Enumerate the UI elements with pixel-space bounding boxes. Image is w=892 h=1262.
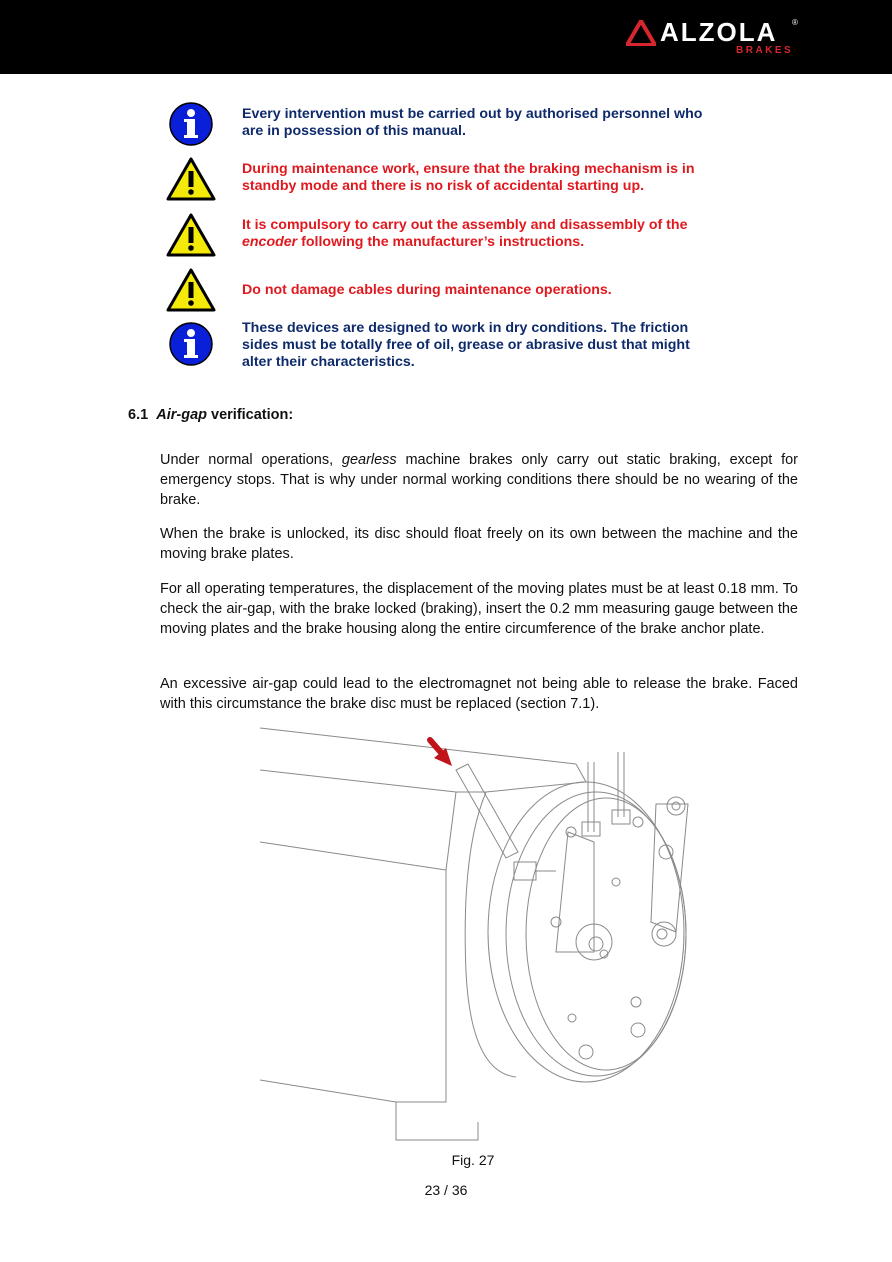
page-number: 23 / 36 xyxy=(424,1182,468,1198)
arrow-icon xyxy=(430,740,452,766)
brand-name: ALZOLA xyxy=(660,17,778,47)
paragraph-air-gap-check: For all operating temperatures, the displacement of the moving plates must be at least 0.18 mm. To check the air-gap, with the brake locked (braking), insert the 0.2 mm measuring gauge between the moving plates and the brake housing along the entire circumference of the brake anchor plate. xyxy=(160,581,798,637)
registered-mark: ® xyxy=(792,18,798,27)
info-icon xyxy=(166,322,216,366)
notice-text: These devices are designed to work in dry conditions. The friction sides must be totally free of oil, grease or abrasive dust that might alter their characteristics. xyxy=(242,320,690,370)
section-heading xyxy=(128,407,293,423)
section-number: 6.1 xyxy=(128,407,149,423)
warning-icon xyxy=(166,268,216,312)
notice-text: It is compulsory to carry out the assembly and disassembly of the encoder following the manufacturer’s instructions. xyxy=(242,217,688,250)
section-title-rest: verification: xyxy=(206,407,294,423)
page-header xyxy=(0,0,892,74)
alzola-logo xyxy=(626,16,801,58)
notice-text: Do not damage cables during maintenance operations. xyxy=(242,282,612,298)
figure-caption: Fig. 27 xyxy=(451,1152,495,1168)
paragraph-disc-float: When the brake is unlocked, its disc should float freely on its own between the machine and the moving brake plates. xyxy=(160,526,798,562)
notice-text: During maintenance work, ensure that the braking mechanism is in standby mode and there is no risk of accidental starting up. xyxy=(242,161,695,194)
paragraph-excessive-gap: An excessive air-gap could lead to the electromagnet not being able to release the brake. Faced with this circumstance the brake disc must be replaced (section 7.1). xyxy=(160,676,798,712)
info-icon xyxy=(166,102,216,146)
brand-subtitle: BRAKES xyxy=(736,45,794,56)
warning-icon xyxy=(166,213,216,257)
notice-text: Every intervention must be carried out by authorised personnel who are in possession of this manual. xyxy=(242,106,703,139)
logo-triangle-icon xyxy=(626,20,656,46)
warning-icon xyxy=(166,157,216,201)
section-title-em: Air-gap xyxy=(156,407,207,423)
paragraph-static-braking: Under normal operations, gearless machine brakes only carry out static braking, except for emergency stops. That is why under normal working conditions there should be no wearing of the brake. xyxy=(160,452,798,508)
brake-airgap-figure xyxy=(256,722,696,1146)
